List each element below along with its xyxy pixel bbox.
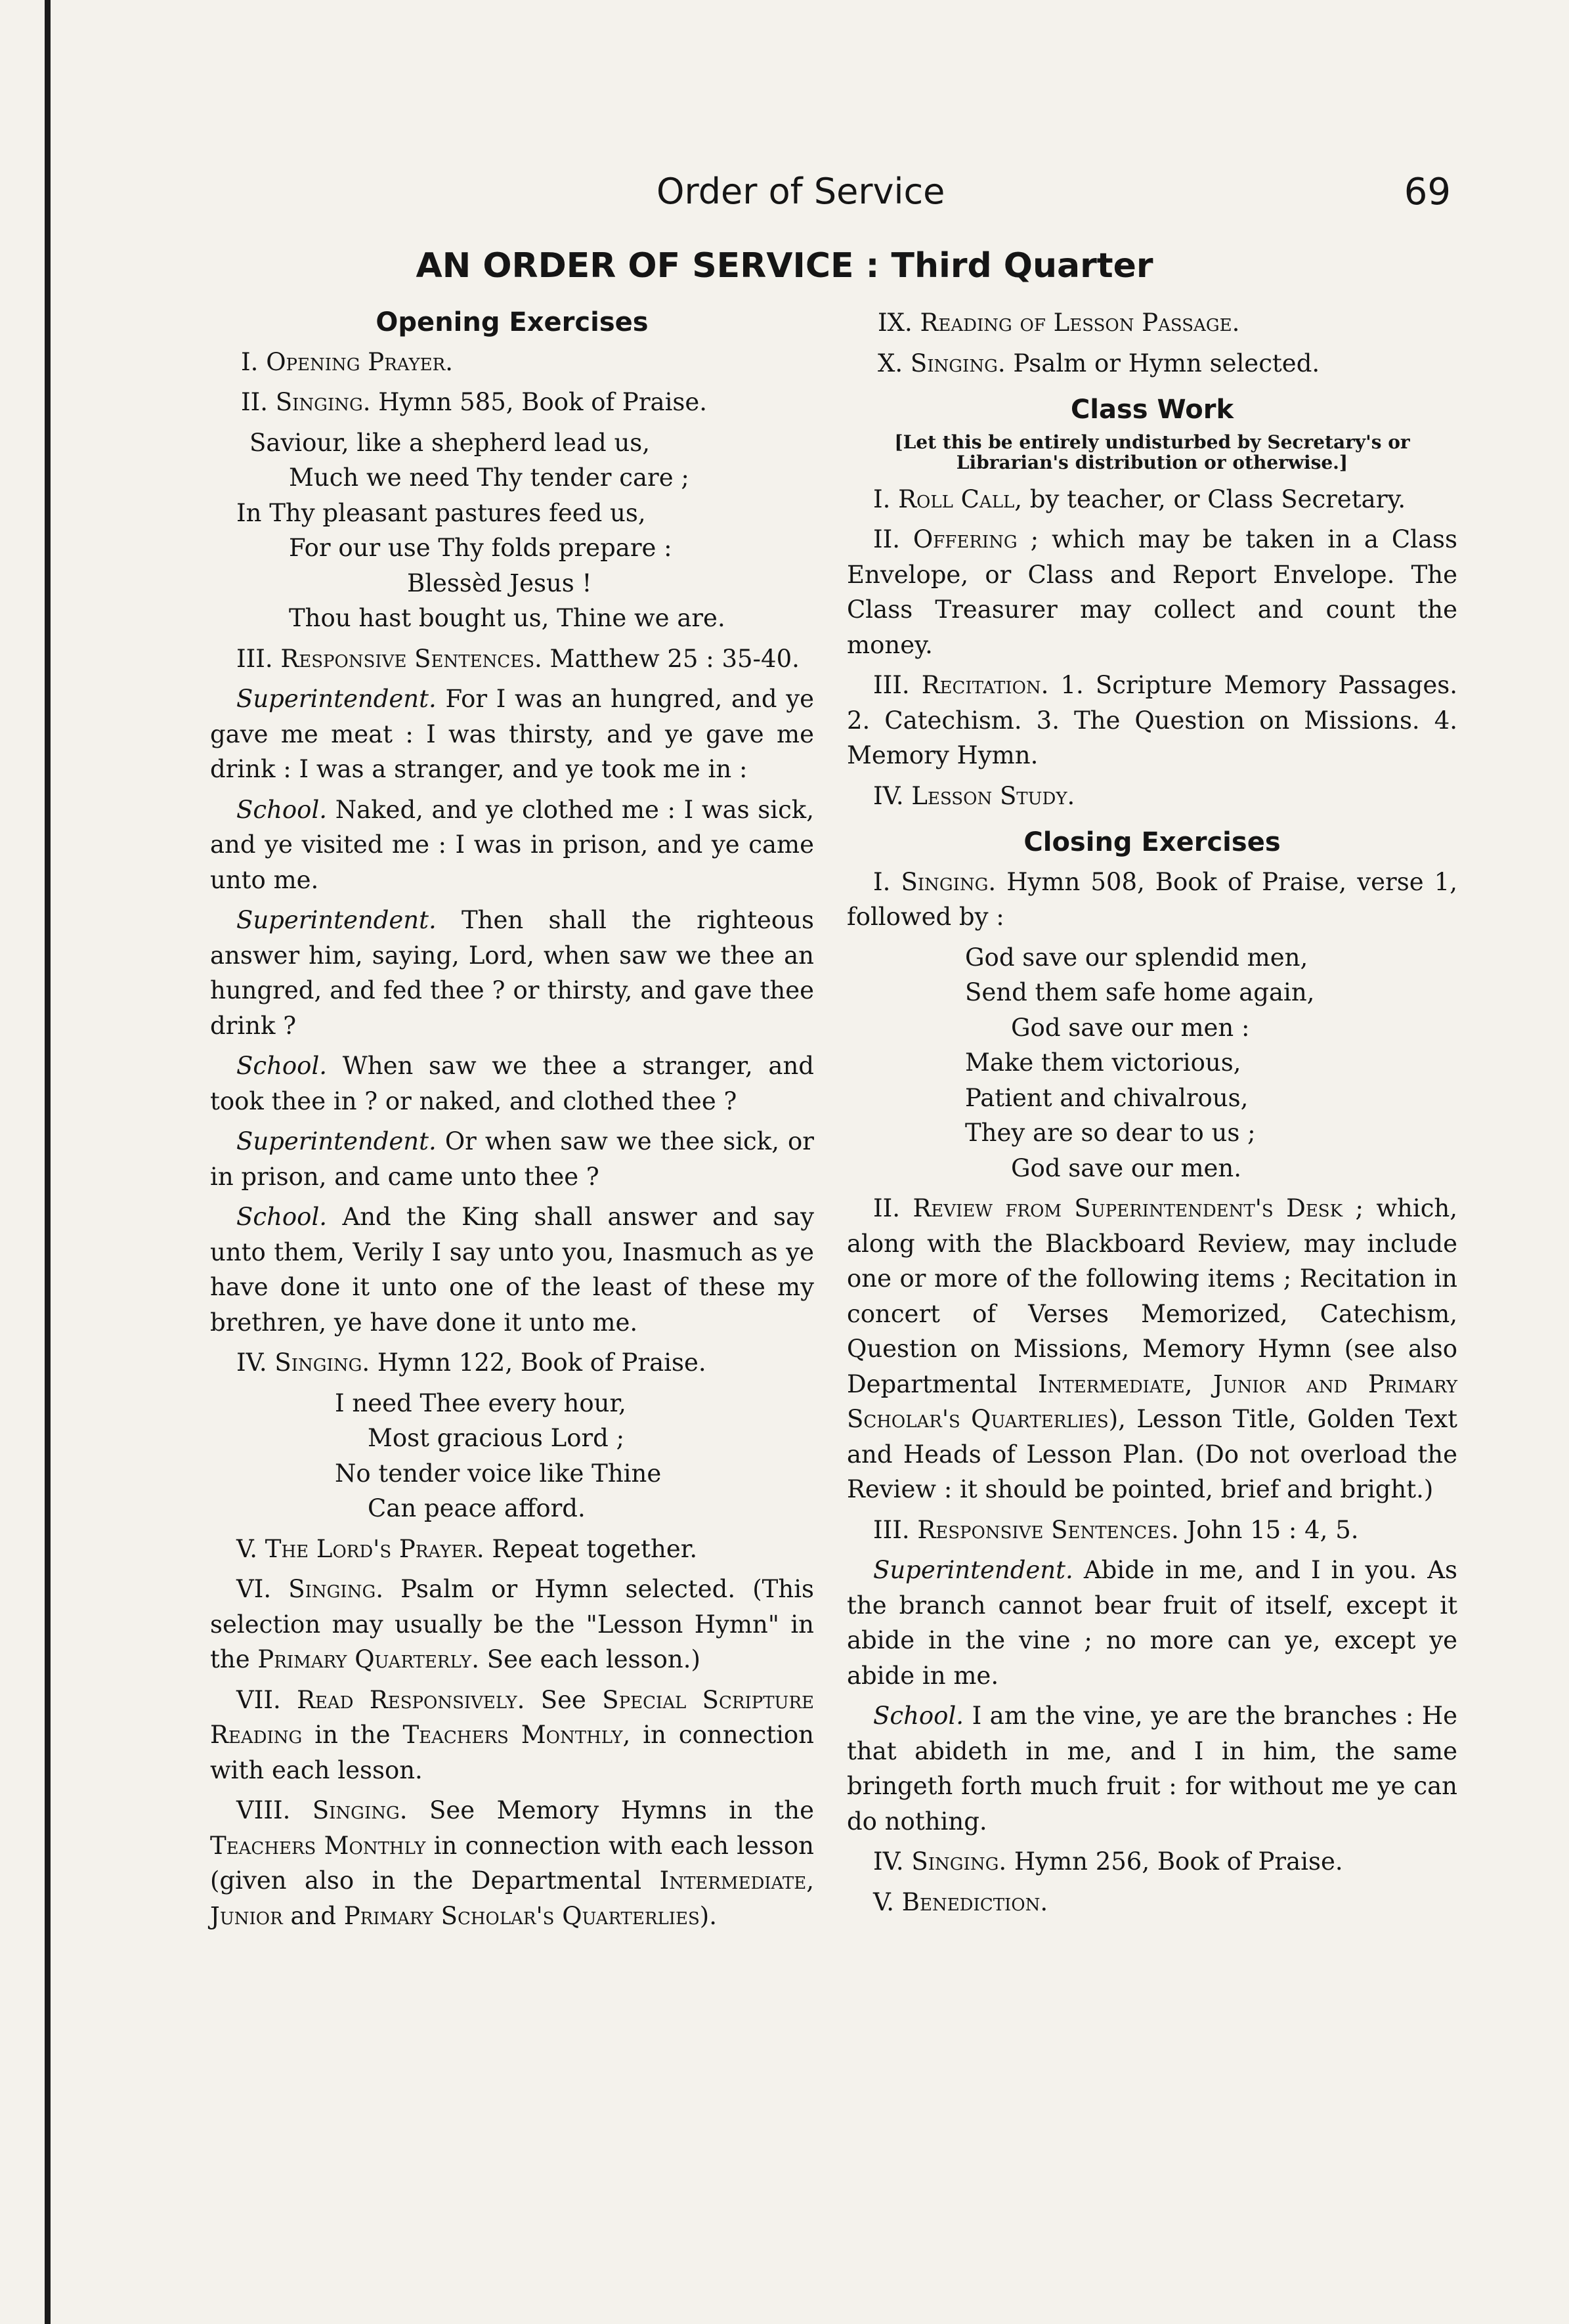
verse-line: Patient and chivalrous, [965, 1083, 1249, 1112]
verse-line: God save our men. [1011, 1153, 1242, 1182]
item-singing-508: I. Singing. Hymn 508, Book of Praise, verse 1, followed by : [847, 867, 1457, 931]
item-lesson-study: IV. Lesson Study. [873, 781, 1075, 810]
item-singing-selected: VI. Singing. Psalm or Hymn selected. (This selection may usually be the "Lesson Hymn" in the Primary Quarterly. See each lesson.) [210, 1575, 815, 1673]
verse-line: Thou hast bought us, Thine we are. [289, 604, 725, 632]
item-singing-122: IV. Singing. Hymn 122, Book of Praise. [236, 1348, 706, 1377]
verse-line: For our use Thy folds prepare : [289, 534, 672, 562]
item-singing-256: IV. Singing. Hymn 256, Book of Praise. [873, 1847, 1343, 1876]
item-benediction: V. Benediction. [873, 1887, 1048, 1916]
verse-line: They are so dear to us ; [965, 1119, 1256, 1147]
verse-line: Can peace afford. [368, 1494, 586, 1522]
responsive-line: Superintendent. Or when saw we thee sick, or in prison, and came unto thee ? [210, 1127, 814, 1191]
class-work-note: [Let this be entirely undisturbed by Secretary's or Librarian's distribution or otherwise.] [894, 431, 1410, 473]
verse-line: Much we need Thy tender care ; [289, 463, 689, 492]
verse-line: I need Thee every hour, [335, 1388, 626, 1417]
verse-line: Saviour, like a shepherd lead us, [249, 428, 651, 457]
running-head: Order of Service [656, 171, 945, 212]
verse-line: In Thy pleasant pastures feed us, [236, 498, 646, 527]
left-column [210, 305, 814, 1939]
responsive-line: School. Naked, and ye clothed me : I was sick, and ye visited me : I was in prison, and ye came unto me. [210, 795, 814, 894]
page-edge-shadow [45, 0, 51, 2324]
responsive-line: School. I am the vine, ye are the branches : He that abideth in me, and I in him, the same bringeth forth much fruit : for without me ye can do nothing. [847, 1702, 1458, 1836]
section-heading-closing: Closing Exercises [1023, 827, 1281, 857]
responsive-line: Superintendent. For I was an hungred, and ye gave me meat : I was thirsty, and ye gave me drink : I was a stranger, and ye took me in : [210, 685, 815, 783]
page-number: 69 [1404, 171, 1451, 213]
section-heading-class-work: Class Work [1070, 395, 1234, 425]
item-singing-memory-hymns: VIII. Singing. See Memory Hymns in the Teachers Monthly in connection with each lesson (given also in the Departmental Intermediate, Junior and Primary Scholar's Quarterlies). [210, 1796, 815, 1930]
item-roll-call: I. Roll Call, by teacher, or Class Secretary. [873, 484, 1406, 513]
item-responsive-sentences-2: III. Responsive Sentences. John 15 : 4, 5. [873, 1515, 1359, 1544]
right-column [847, 305, 1457, 1925]
item-offering: II. Offering ; which may be taken in a Class Envelope, or Class and Report Envelope. The Class Treasurer may collect and count the money. [847, 525, 1457, 659]
verse-line: God save our splendid men, [965, 943, 1308, 972]
item-recitation: III. Recitation. 1. Scripture Memory Passages. 2. Catechism. 3. The Question on Missions. 4. Memory Hymn. [847, 671, 1458, 769]
verse-line: Make them victorious, [965, 1048, 1241, 1077]
item-opening-prayer: I. Opening Prayer. [241, 347, 453, 376]
verse-line: Blessèd Jesus ! [407, 569, 592, 597]
verse-line: Send them safe home again, [965, 978, 1315, 1006]
responsive-line: School. When saw we thee a stranger, and took thee in ? or naked, and clothed thee ? [210, 1052, 814, 1115]
responsive-line: Superintendent. Abide in me, and I in you. As the branch cannot bear fruit of itself, except it abide in the vine ; no more can ye, except ye abide in me. [847, 1556, 1457, 1690]
item-singing-selected-2: X. Singing. Psalm or Hymn selected. [878, 349, 1320, 377]
responsive-line: Superintendent. Then shall the righteous answer him, saying, Lord, when saw we thee an hungred, and fed thee ? or thirsty, and gave thee drink ? [210, 906, 814, 1040]
item-lords-prayer: V. The Lord's Prayer. Repeat together. [236, 1534, 698, 1563]
verse-line: No tender voice like Thine [335, 1459, 662, 1488]
item-reading-lesson: IX. Reading of Lesson Passage. [878, 309, 1240, 337]
item-singing-585: II. Singing. Hymn 585, Book of Praise. [241, 388, 708, 416]
item-review: II. Review from Superintendent's Desk ; which, along with the Blackboard Review, may include one or more of the following items ; Recitation in concert of Verses Memorized, Catechism, Question on Missions, Memory Hymn (see also Departmental Intermediate, Junior and Primary Scholar's Quarterlies), Lesson Title, Golden Text and Heads of Lesson Plan. (Do not overload the Review : it should be pointed, brief and bright.) [847, 1194, 1458, 1503]
hymn-585-verse [210, 425, 814, 636]
anthem-verse [847, 940, 1457, 1186]
verse-line: Most gracious Lord ; [368, 1424, 625, 1452]
responsive-line: School. And the King shall answer and say unto them, Verily I say unto you, Inasmuch as ye have done it unto one of the least of these my brethren, ye have done it unto me. [210, 1203, 814, 1337]
section-heading-opening: Opening Exercises [376, 307, 649, 337]
item-responsive-sentences: III. Responsive Sentences. Matthew 25 : 35-40. [236, 644, 800, 673]
hymn-122-verse [210, 1386, 814, 1526]
item-read-responsively: VII. Read Responsively. See Special Scripture Reading in the Teachers Monthly, in connection with each lesson. [210, 1685, 815, 1784]
page-title: AN ORDER OF SERVICE : Third Quarter [416, 246, 1153, 286]
verse-line: God save our men : [1011, 1013, 1250, 1042]
